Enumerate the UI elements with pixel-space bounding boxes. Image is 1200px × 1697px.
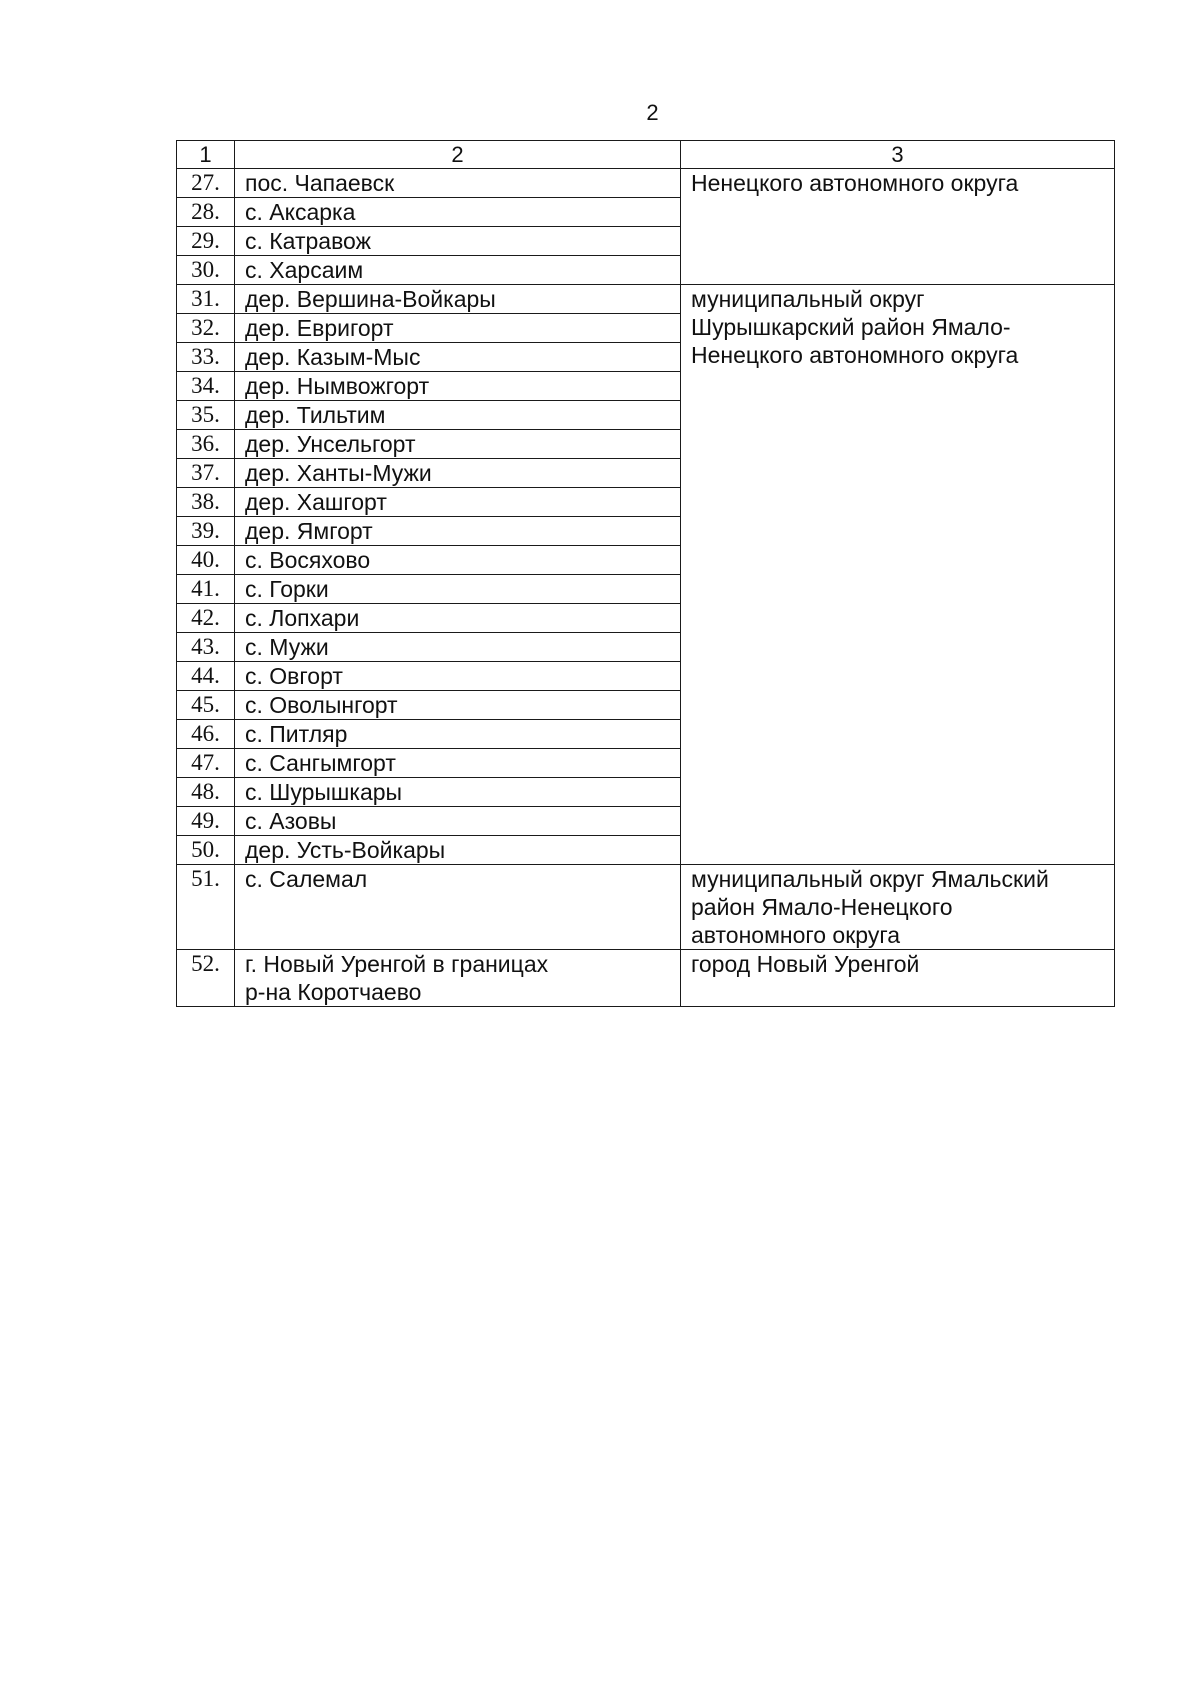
row-number: 52. — [177, 950, 235, 1007]
table-row — [177, 950, 1115, 1007]
row-number: 31. — [177, 285, 235, 314]
settlement-name: с. Сангымгорт — [235, 749, 681, 778]
settlement-name: дер. Казым-Мыс — [235, 343, 681, 372]
row-number: 44. — [177, 662, 235, 691]
region-line: Шурышкарский район Ямало- — [691, 314, 1011, 340]
row-number: 50. — [177, 836, 235, 865]
row-number: 29. — [177, 227, 235, 256]
row-number: 30. — [177, 256, 235, 285]
row-number: 38. — [177, 488, 235, 517]
row-number: 43. — [177, 633, 235, 662]
settlement-name: с. Питляр — [235, 720, 681, 749]
settlement-name: с. Аксарка — [235, 198, 681, 227]
region-cell: Ненецкого автономного округа — [681, 169, 1115, 285]
row-number: 27. — [177, 169, 235, 198]
row-number: 39. — [177, 517, 235, 546]
row-number: 51. — [177, 865, 235, 950]
settlement-name: с. Катравож — [235, 227, 681, 256]
settlement-name: с. Оволынгорт — [235, 691, 681, 720]
settlement-name: дер. Евригорт — [235, 314, 681, 343]
region-line: район Ямало-Ненецкого — [691, 894, 953, 920]
settlement-name: с. Харсаим — [235, 256, 681, 285]
region-cell — [681, 865, 1115, 950]
row-number: 36. — [177, 430, 235, 459]
settlement-name: пос. Чапаевск — [235, 169, 681, 198]
table-header-row — [177, 141, 1115, 169]
settlement-name: с. Горки — [235, 575, 681, 604]
row-number: 28. — [177, 198, 235, 227]
region-cell — [681, 285, 1115, 865]
row-number: 42. — [177, 604, 235, 633]
column-header-2: 2 — [235, 141, 681, 169]
column-header-1: 1 — [177, 141, 235, 169]
row-number: 35. — [177, 401, 235, 430]
settlement-name: дер. Вершина-Войкары — [235, 285, 681, 314]
settlement-name: с. Шурышкары — [235, 778, 681, 807]
table-row — [177, 285, 1115, 314]
table-row — [177, 865, 1115, 950]
row-number: 47. — [177, 749, 235, 778]
settlement-name: дер. Ханты-Мужи — [235, 459, 681, 488]
region-cell: город Новый Уренгой — [681, 950, 1115, 1007]
settlement-name: с. Салемал — [235, 865, 681, 950]
settlement-name: с. Овгорт — [235, 662, 681, 691]
column-header-3: 3 — [681, 141, 1115, 169]
row-number: 33. — [177, 343, 235, 372]
table-row — [177, 169, 1115, 198]
settlement-name-line: р-на Коротчаево — [245, 979, 422, 1005]
settlement-name: с. Восяхово — [235, 546, 681, 575]
settlement-name: с. Лопхари — [235, 604, 681, 633]
region-line: Ненецкого автономного округа — [691, 342, 1019, 368]
settlement-name: дер. Нымвожгорт — [235, 372, 681, 401]
region-line: муниципальный округ Ямальский — [691, 866, 1049, 892]
settlement-name: дер. Хашгорт — [235, 488, 681, 517]
row-number: 46. — [177, 720, 235, 749]
row-number: 45. — [177, 691, 235, 720]
settlement-name: с. Мужи — [235, 633, 681, 662]
page-number: 2 — [646, 100, 659, 125]
settlement-name: дер. Тильтим — [235, 401, 681, 430]
settlement-name: дер. Усть-Войкары — [235, 836, 681, 865]
row-number: 49. — [177, 807, 235, 836]
region-line: муниципальный округ — [691, 286, 925, 312]
settlement-name: дер. Унсельгорт — [235, 430, 681, 459]
row-number: 34. — [177, 372, 235, 401]
row-number: 48. — [177, 778, 235, 807]
settlement-name — [235, 950, 681, 1007]
settlement-name: с. Азовы — [235, 807, 681, 836]
row-number: 32. — [177, 314, 235, 343]
region-line: автономного округа — [691, 922, 900, 948]
row-number: 40. — [177, 546, 235, 575]
settlement-name: дер. Ямгорт — [235, 517, 681, 546]
row-number: 37. — [177, 459, 235, 488]
settlements-table — [176, 140, 1115, 1007]
settlement-name-line: г. Новый Уренгой в границах — [245, 951, 549, 977]
row-number: 41. — [177, 575, 235, 604]
